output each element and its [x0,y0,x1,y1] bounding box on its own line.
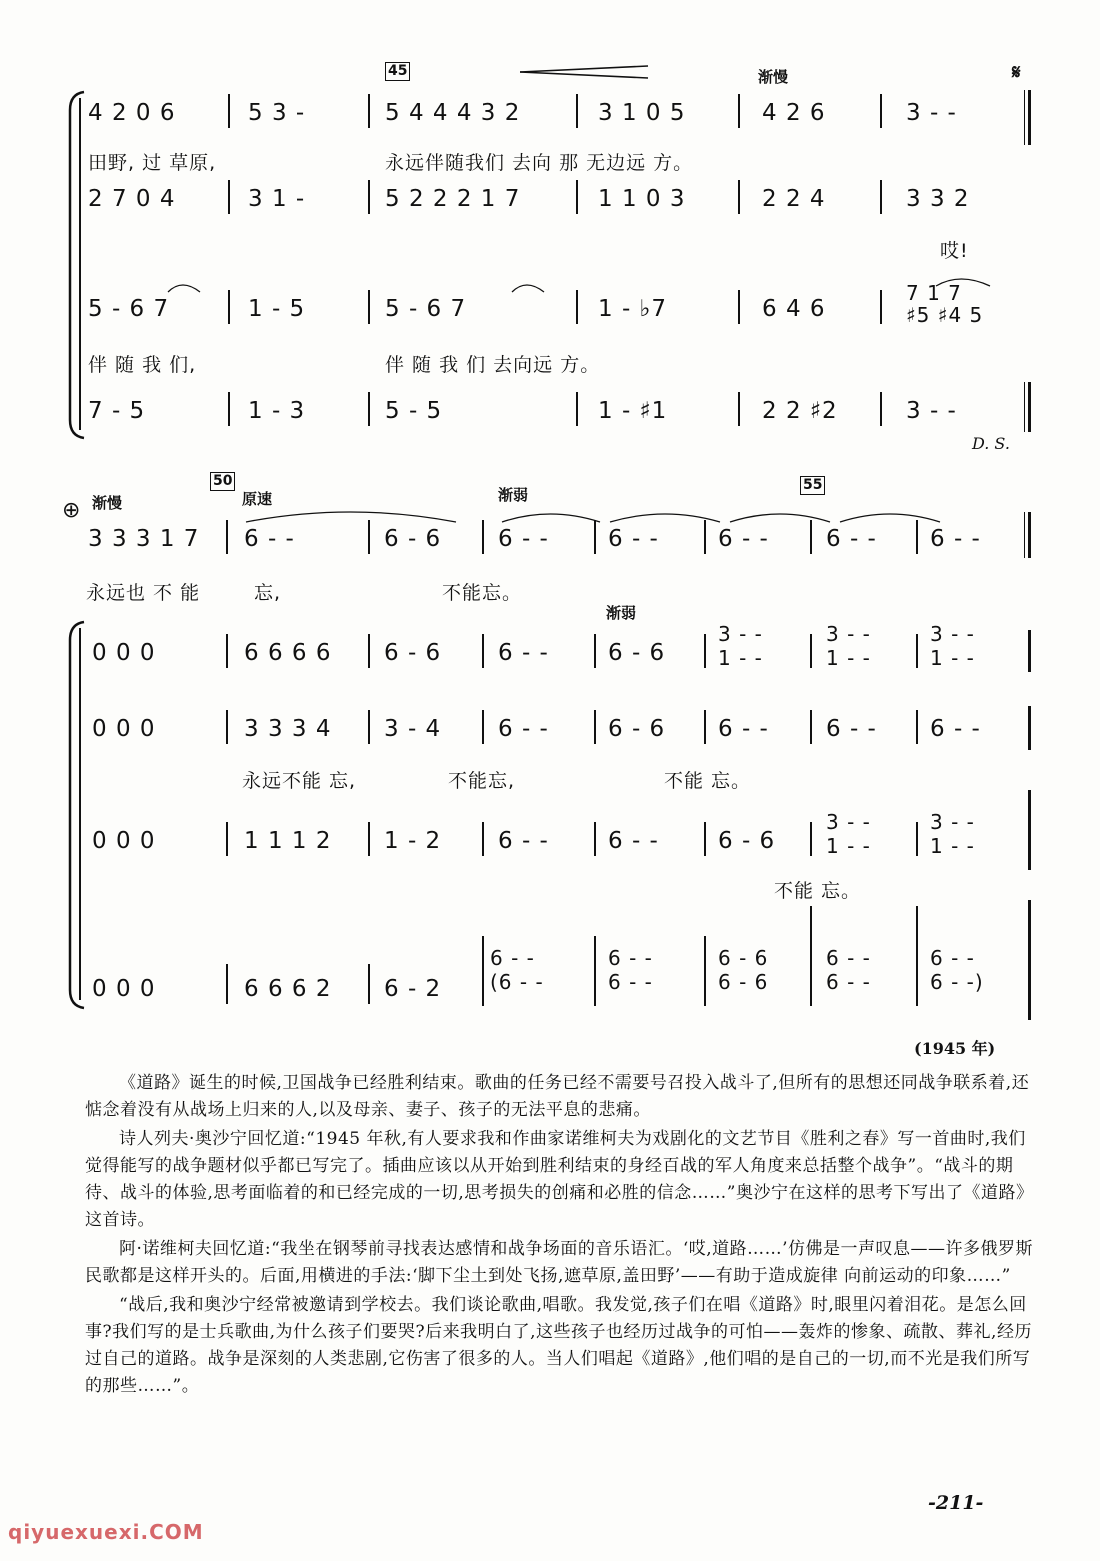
measure: 1 - ♯1 [598,398,668,424]
measure: 0 0 0 [92,716,156,742]
measure: 3 3 2 [906,186,970,212]
paragraph: “战后,我和奥沙宁经常被邀请到学校去。我们谈论歌曲,唱歌。我发觉,孩子们在唱《道路》时,眼里闪着泪花。是怎么回事?我们写的是士兵歌曲,为什么孩子们要哭?后来我明白了,这些孩子也经历过战争的可怕——轰炸的惨象、疏散、葬礼,经历过自己的道路。战争是深刻的人类悲剧,它伤害了很多的人。当人们唱起《道路》,他们唱的是自己的一切,而不光是我们所写的那些……”。 [85,1295,1032,1396]
measure: 1 - 2 [384,828,442,854]
staff-bass [0,398,1100,428]
measure-chord: 3 - - 1 - - [826,622,871,670]
measure: 1 1 0 3 [598,186,686,212]
measure: 6 6 6 6 [244,640,332,666]
measure: 6 - 6 [384,526,442,552]
measure: 7 - 5 [88,398,146,424]
measure: 6 4 6 [762,296,826,322]
measure: 3 - - [906,398,957,424]
measure: 3 3 3 1 7 [88,526,200,552]
measure-chord: 6 - - 6 - -) [930,946,984,994]
ties [240,502,1020,524]
measure: 3 3 3 4 [244,716,332,742]
measure-chord: 3 - - 1 - - [930,810,975,858]
measure: 6 - 6 [608,640,666,666]
dal-segno: D. S. [972,434,1010,453]
lyric: 不能忘, [448,770,516,792]
measure: 5 3 - [248,100,306,126]
system-bracket [66,90,88,440]
staff-alto [0,186,1100,216]
staff-soprano [0,100,1100,130]
measure: 6 - 2 [384,976,442,1002]
watermark: qiyuexuexi.COM [8,1520,204,1544]
measure-chord: 7 1 7 ♯5 ♯4 5 [906,281,984,327]
measure: 6 - - [826,526,877,552]
measure-chord: 3 - - 1 - - [718,622,763,670]
measure: 6 - - [498,640,549,666]
measure-chord: 3 - - 1 - - [826,810,871,858]
staff-alto [0,622,1100,670]
measure: 3 1 0 5 [598,100,686,126]
measure: 6 - - [498,828,549,854]
measure: 6 - - [608,828,659,854]
measure: 6 - - [826,716,877,742]
measure-chord: 6 - - 6 - - [826,946,871,994]
rehearsal-mark-55: 55 [800,476,825,495]
commentary-text [85,1070,1040,1402]
measure: 6 - 6 [718,828,776,854]
measure: 5 2 2 2 1 7 [385,186,521,212]
staff-soprano [0,526,1100,556]
paragraph: 《道路》诞生的时候,卫国战争已经胜利结束。歌曲的任务已经不需要号召投入战斗了,但所有的思想还同战争联系着,还惦念着没有从战场上归来的人,以及母亲、妻子、孩子的无法平息的悲痛。 [85,1073,1030,1120]
measure-chord: 6 - 6 6 - 6 [718,946,769,994]
measure: 3 - 4 [384,716,442,742]
decrescendo-hairpin [520,64,650,80]
system-bracket [66,620,88,1010]
slurs [160,276,1060,296]
page-number: -211- [928,1492,984,1514]
lyric: 伴 随 我 们 去向远 方。 [385,354,601,376]
measure: 1 1 1 2 [244,828,332,854]
dynamic-diminuendo: 渐弱 [606,604,637,622]
measure: 6 - - [930,526,981,552]
lyric: 不能 忘。 [664,770,752,792]
staff-tenor [0,281,1100,327]
measure-chord: 6 - - 6 - - [608,946,653,994]
lyric: 永远不能 忘, [242,770,357,792]
measure: 0 0 0 [92,976,156,1002]
measure-chord: 6 - - (6 - - [490,946,544,994]
lyric: 永远也 不 能 [86,582,201,604]
measure: 4 2 6 [762,100,826,126]
measure: 6 - 6 [384,640,442,666]
measure: 6 - - [718,526,769,552]
measure: 0 0 0 [92,640,156,666]
lyric: 田野, 过 草原, [88,152,217,174]
measure: 5 - 6 7 [88,296,170,322]
paragraph: 诗人列夫·奥沙宁回忆道:“1945 年秋,有人要求我和作曲家诺维柯夫为戏剧化的文艺节目《胜利之春》写一首曲时,我们觉得能写的战争题材似乎都已写完了。插曲应该以从开始到胜利结束的身经百战的军人角度来总括整个战争”。“战斗的期待、战斗的体验,思考面临着的和已经完成的一切,思考损失的创痛和必胜的信念……”奥沙宁在这样的思考下写出了《道路》这首诗。 [85,1129,1034,1230]
lyric: 不能 忘。 [774,880,862,902]
measure: 1 - 5 [248,296,306,322]
measure: 2 7 0 4 [88,186,176,212]
rehearsal-mark-50: 50 [210,472,235,491]
measure: 1 - ♭7 [598,296,668,322]
lyric: 永远伴随我们 去向 那 无边远 方。 [385,152,694,174]
dynamic-diminuendo: 渐弱 [498,486,529,504]
measure: 5 4 4 4 3 2 [385,100,521,126]
measure: 6 - - [244,526,295,552]
measure: 3 - - [906,100,957,126]
measure: 6 - 6 [608,716,666,742]
staff-baritone [0,810,1100,858]
measure-chord: 3 - - 1 - - [930,622,975,670]
tempo-ritardando: 渐慢 [758,68,789,86]
measure: 6 - - [498,526,549,552]
measure: 4 2 0 6 [88,100,176,126]
staff-tenor [0,716,1100,746]
measure: 6 - - [718,716,769,742]
lyric: 不能忘。 [442,582,523,604]
measure: 5 - 6 7 [385,296,467,322]
measure: 6 - - [608,526,659,552]
measure: 6 - - [498,716,549,742]
paragraph: 阿·诺维柯夫回忆道:“我坐在钢琴前寻找表达感情和战争场面的音乐语汇。‘哎,道路……’仿佛是一声叹息——许多俄罗斯民歌都是这样开头的。后面,用横进的手法:‘脚下尘土到处飞扬,遮草原,盖田野’——有助于造成旋律 向前运动的印象……” [85,1239,1034,1286]
lyric: 哎! [940,240,969,262]
lyric: 忘, [254,582,282,604]
measure: 2 2 4 [762,186,826,212]
year-note: (1945 年) [914,1039,996,1058]
measure: 6 - - [930,716,981,742]
tempo-ritardando: 渐慢 [92,494,123,512]
coda-sign: ⊕ [62,498,81,523]
segno-sign: 𝄋 [1012,60,1021,84]
measure: 1 - 3 [248,398,306,424]
measure: 6 6 6 2 [244,976,332,1002]
lyric: 伴 随 我 们, [88,354,197,376]
tempo-a-tempo: 原速 [242,490,273,508]
staff-bass [0,946,1100,1006]
measure: 5 - 5 [385,398,443,424]
measure: 3 1 - [248,186,306,212]
measure: 2 2 ♯2 [762,398,838,424]
measure: 0 0 0 [92,828,156,854]
rehearsal-mark-45: 45 [385,62,410,81]
